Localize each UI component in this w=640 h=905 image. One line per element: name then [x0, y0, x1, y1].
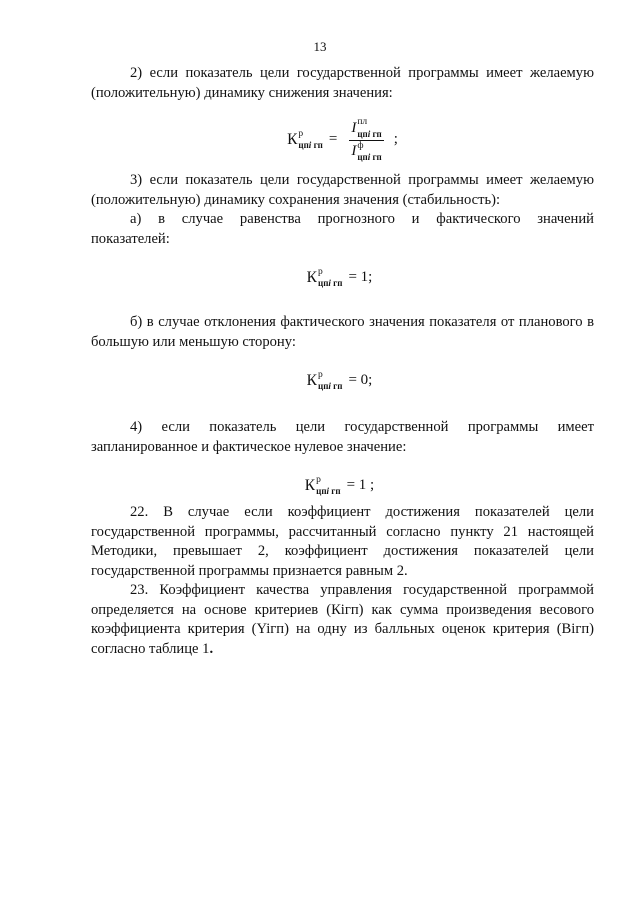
- coefficient-symbol: К р цпi гп: [306, 266, 343, 289]
- formula-rhs: = 1 ;: [346, 477, 375, 494]
- coefficient-symbol: К р цпi гп: [306, 369, 343, 392]
- formula-zero-value: [91, 473, 594, 499]
- document-body: [91, 64, 594, 659]
- formula-terminator: ;: [393, 131, 398, 148]
- fraction: [349, 118, 383, 162]
- paragraph-case-4-line2: запланированное и фактическое нулевое значение:: [91, 438, 407, 455]
- formula-deviation: [91, 368, 594, 394]
- fraction-numerator: I пл цпi гп: [351, 117, 382, 139]
- paragraph-case-3b: б) в случае отклонения фактического значения показателя от планового в большую или меньшую сторону:: [91, 314, 594, 350]
- paragraph-case-4-line1: 4) если показатель цели государственной программы имеет: [130, 419, 594, 435]
- formula-decrease-dynamics: [91, 115, 594, 165]
- paragraph-case-2: 2) если показатель цели государственной программы имеет желаемую (положительную) динамику снижения значения:: [91, 65, 594, 101]
- equals-sign: =: [328, 131, 338, 148]
- coefficient-symbol: К р цпi гп: [304, 474, 341, 497]
- paragraph-case-3a-line2: показателей:: [91, 230, 170, 247]
- paragraph-case-3a-line1: а) в случае равенства прогнозного и фактического значений: [130, 211, 594, 227]
- page-number: 13: [313, 39, 327, 54]
- paragraph-23: 23. Коэффициент качества управления государственной программой определяется на основе критериев (Кiгп) как сумма произведения весового коэффициента критерия (Yiгп) на одну из балльных оценок критерия (Biгп) согласно таблице 1.: [91, 582, 594, 657]
- paragraph-22: 22. В случае если коэффициент достижения показателей цели государственной программы, рассчитанный согласно пункту 21 настоящей Методики, превышает 2, коэффициент достижения показателей цели государственной программы признается равным 2.: [91, 504, 594, 579]
- coefficient-symbol: К р цпi гп: [287, 128, 323, 151]
- formula-equal-values: [91, 265, 594, 291]
- formula-rhs: = 1;: [348, 269, 373, 286]
- fraction-denominator: I ф цпi гп: [351, 140, 382, 162]
- paragraph-case-3: 3) если показатель цели государственной программы имеет желаемую (положительную) динамику сохранения значения (стабильность):: [91, 172, 594, 208]
- formula-rhs: = 0;: [348, 372, 373, 389]
- fraction-bar: [349, 140, 383, 141]
